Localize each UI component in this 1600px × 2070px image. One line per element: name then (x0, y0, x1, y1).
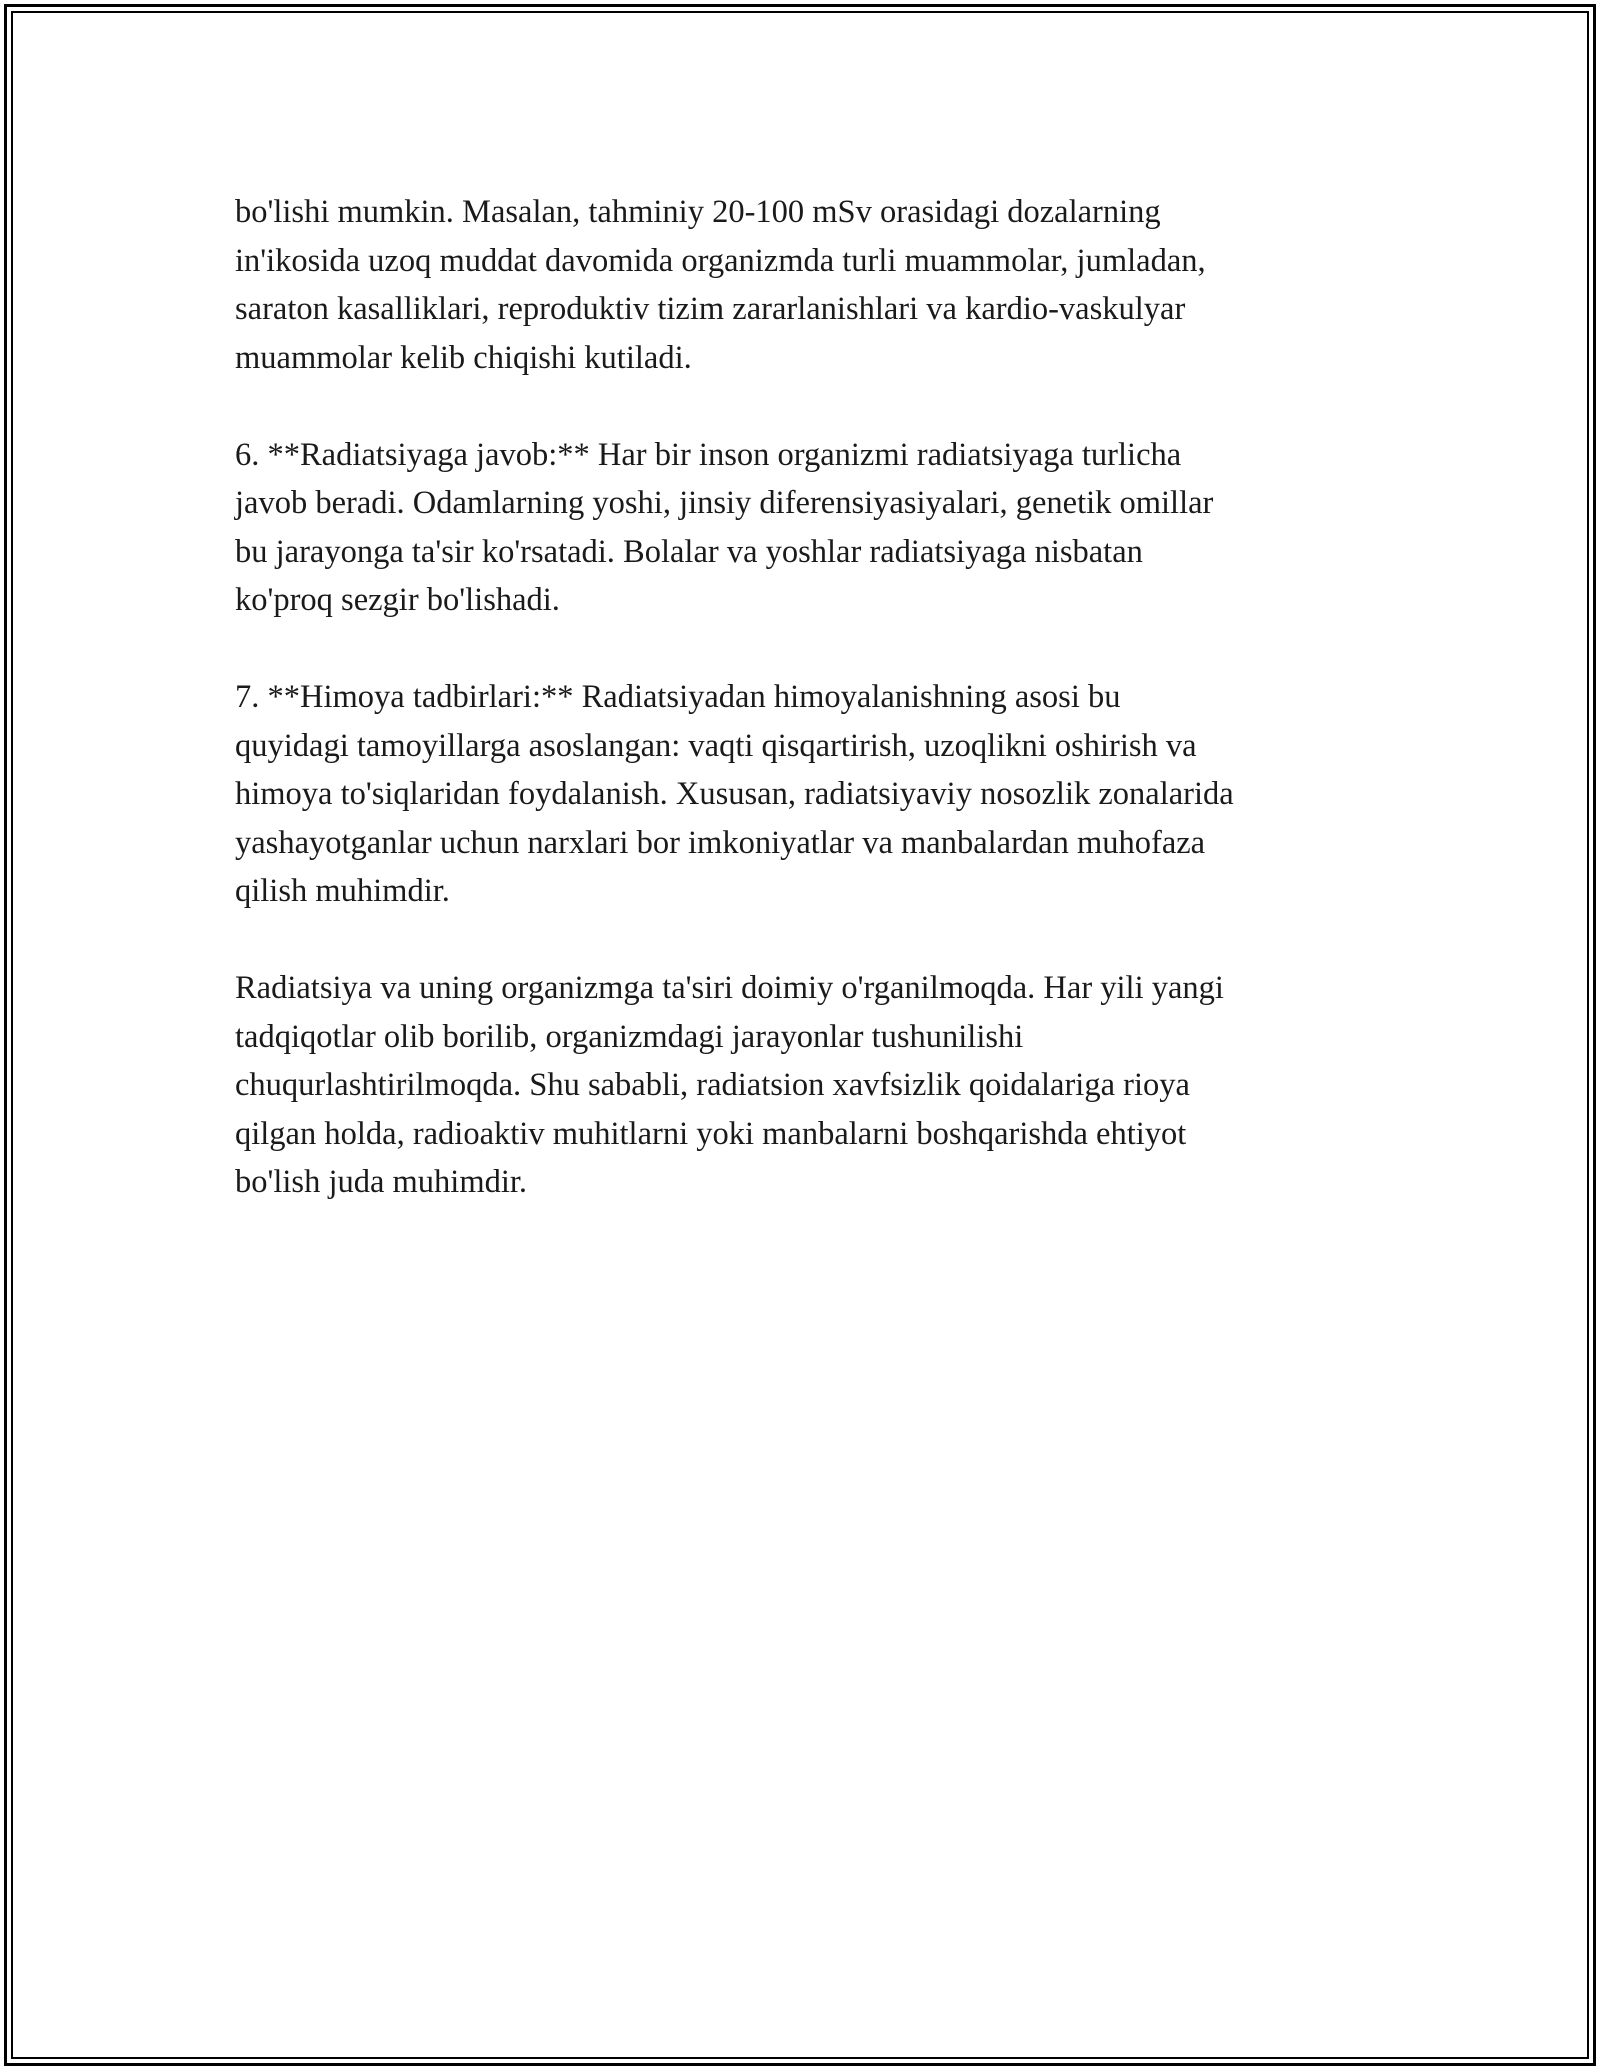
text-line: javob beradi. Odamlarning yoshi, jinsiy diferensiyasiyalari, genetik omillar (235, 485, 1214, 521)
text-line: in'ikosida uzoq muddat davomida organizmda turli muammolar, jumladan, (235, 242, 1206, 279)
paragraph-conclusion (235, 964, 1385, 1207)
paragraph-protection-measures (235, 673, 1385, 916)
text-line: himoya to'siqlaridan foydalanish. Xususan, radiatsiyaviy nosozlik zonalarida (235, 776, 1234, 812)
text-line: ko'proq sezgir bo'lishadi. (235, 582, 560, 618)
text-line: yashayotganlar uchun narxlari bor imkoniyatlar va manbalardan muhofaza (235, 824, 1206, 861)
text-line: qilgan holda, radioaktiv muhitlarni yoki manbalarni boshqarishda ehtiyot (235, 1115, 1187, 1152)
text-line: bu jarayonga ta'sir ko'rsatadi. Bolalar va yoshlar radiatsiyaga nisbatan (235, 533, 1143, 570)
text-line: tadqiqotlar olib borilib, organizmdagi jarayonlar tushunilishi (235, 1018, 1024, 1055)
text-line: Radiatsiya va uning organizmga ta'siri doimiy o'rganilmoqda. Har yili yangi (235, 970, 1224, 1006)
text-line: 6. **Radiatsiyaga javob:** Har bir inson organizmi radiatsiyaga turlicha (235, 436, 1182, 473)
paragraph-radiation-response (235, 431, 1385, 625)
text-line: bo'lishi mumkin. Masalan, tahminiy 20-100 mSv orasidagi dozalarning (235, 194, 1161, 230)
document-body (235, 188, 1385, 1255)
text-line: saraton kasalliklari, reproduktiv tizim zararlanishlari va kardio-vaskulyar (235, 291, 1186, 327)
paragraph-dose-effects (235, 188, 1385, 382)
text-line: 7. **Himoya tadbirlari:** Radiatsiyadan himoyalanishning asosi bu (235, 679, 1121, 715)
text-line: bo'lish juda muhimdir. (235, 1164, 528, 1200)
text-line: chuqurlashtirilmoqda. Shu sababli, radiatsion xavfsizlik qoidalariga rioya (235, 1067, 1190, 1103)
text-line: quyidagi tamoyillarga asoslangan: vaqti qisqartirish, uzoqlikni oshirish va (235, 727, 1197, 764)
text-line: qilish muhimdir. (235, 873, 450, 909)
text-line: muammolar kelib chiqishi kutiladi. (235, 339, 692, 376)
